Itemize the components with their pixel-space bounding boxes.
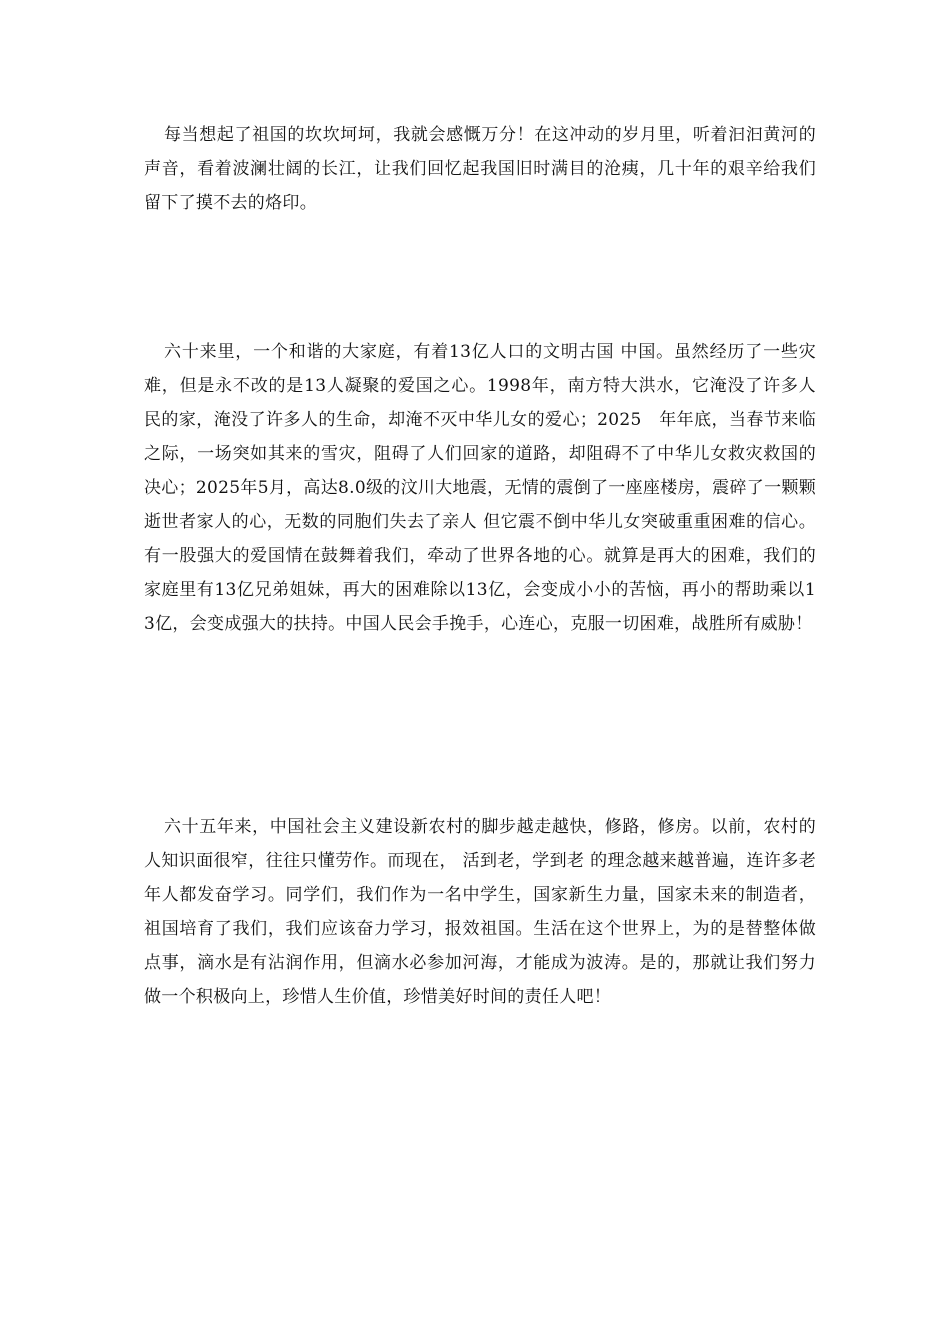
paragraph-3: 六十五年来，中国社会主义建设新农村的脚步越走越快，修路，修房。以前，农村的人知识面很窄，往往只懂劳作。而现在， 活到老，学到老 的理念越来越普遍，连许多老年人都发奋学习。同学们，我们作为一名中学生，国家新生力量，国家未来的制造者，祖国培育了我们，我们应该奋力学习，报效祖国。生活在这个世界上，为的是替整体做点事，滴水是有沾润作用，但滴水必参加河海，才能成为波涛。是的，那就让我们努力做一个积极向上，珍惜人生价值，珍惜美好时间的责任人吧！	[144, 817, 816, 1007]
paragraph-1: 每当想起了祖国的坎坎坷坷，我就会感慨万分！在这冲动的岁月里，听着汩汩黄河的声音，看着波澜壮阔的长江，让我们回忆起我国旧时满目的沧痍，几十年的艰辛给我们留下了摸不去的烙印。	[144, 125, 816, 213]
paragraph-2: 六十来里，一个和谐的大家庭，有着13亿人口的文明古国 中国。虽然经历了一些灾难，但是永不改的是13人凝聚的爱国之心。1998年，南方特大洪水，它淹没了许多人民的家，淹没了许多人的生命，却淹不灭中华儿女的爱心；2025 年年底，当春节来临之际，一场突如其来的雪灾，阻碍了人们回家的道路，却阻碍不了中华儿女救灾救国的决心；2025年5月，高达8.0级的汶川大地震，无情的震倒了一座座楼房，震碎了一颗颗逝世者家人的心，无数的同胞们失去了亲人 但它震不倒中华儿女突破重重困难的信心。有一股强大的爱国情在鼓舞着我们，牵动了世界各地的心。就算是再大的困难，我们的家庭里有13亿兄弟姐妹，再大的困难除以13亿，会变成小小的苦恼，再小的帮助乘以13亿，会变成强大的扶持。中国人民会手挽手，心连心，克服一切困难，战胜所有威胁！	[144, 342, 816, 634]
